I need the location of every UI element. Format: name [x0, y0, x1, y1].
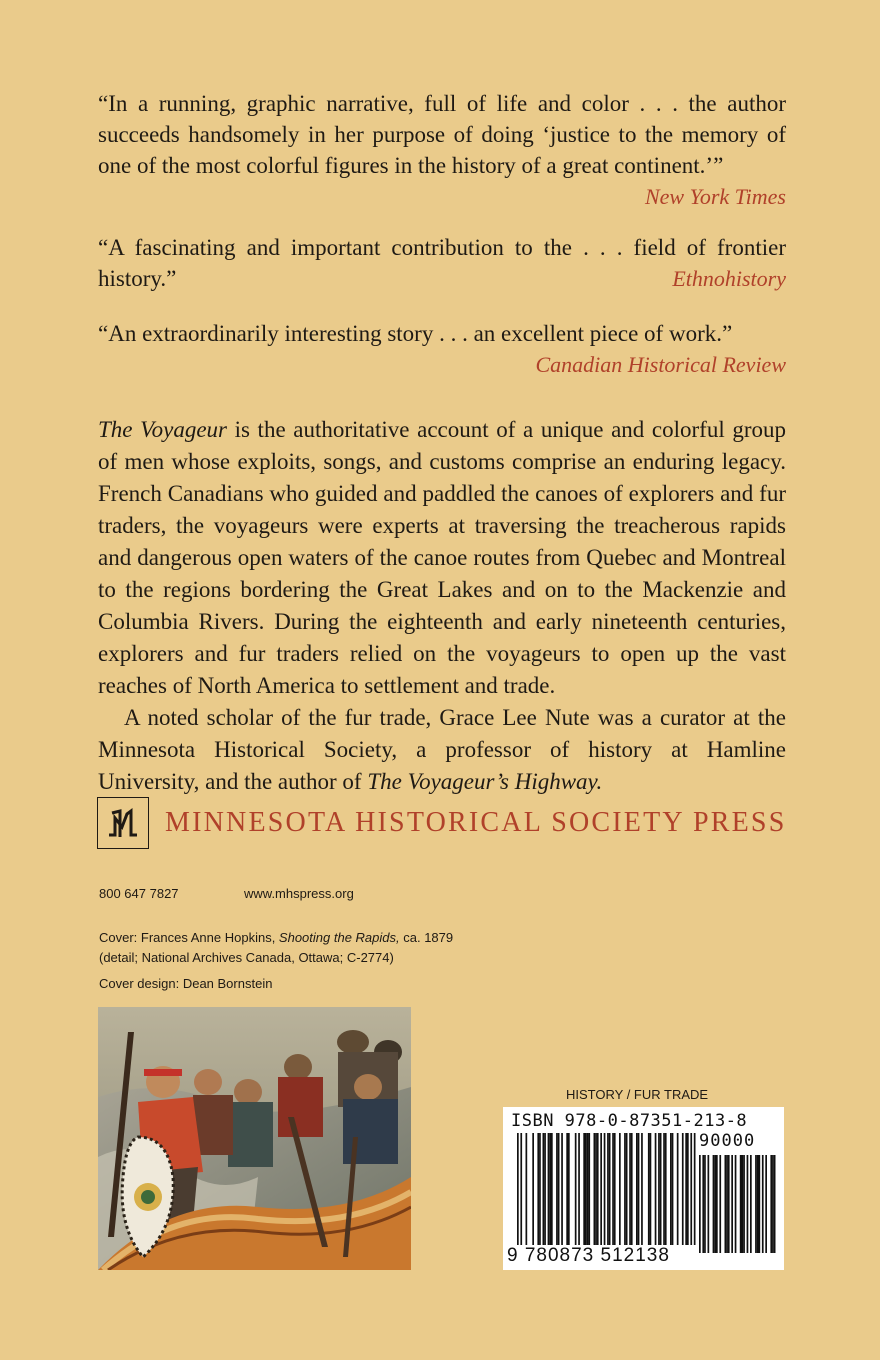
barcode-bar: [687, 1133, 689, 1245]
barcode-bar: [624, 1133, 626, 1245]
barcode-bar: [609, 1133, 611, 1245]
barcode-bar: [548, 1133, 550, 1245]
price-barcode-bar: [770, 1155, 772, 1253]
barcode-bar: [663, 1133, 665, 1245]
barcode-bar: [520, 1133, 522, 1245]
barcode-bar: [587, 1133, 589, 1245]
author-bio-paragraph: [98, 702, 786, 798]
price-barcode-bar: [774, 1155, 776, 1253]
price-barcode-bar: [719, 1155, 721, 1253]
price-barcode-bar: [699, 1155, 701, 1253]
barcode-bar: [694, 1133, 696, 1245]
barcode-bar: [607, 1133, 609, 1245]
barcode-bar: [583, 1133, 585, 1245]
press-logo-icon: [97, 797, 149, 849]
related-book-title: The Voyageur’s Highway.: [367, 769, 603, 794]
barcode-bar: [641, 1133, 643, 1245]
cover-credit-line: [99, 928, 453, 948]
price-barcode-bar: [750, 1155, 752, 1253]
barcode-bar: [543, 1133, 545, 1245]
barcode-bar: [556, 1133, 558, 1245]
price-barcode-bar: [755, 1155, 757, 1253]
barcode-bar: [658, 1133, 660, 1245]
barcode-bar: [595, 1133, 597, 1245]
price-barcode-bar: [772, 1155, 774, 1253]
barcode-bar: [636, 1133, 638, 1245]
price-barcode-bar: [740, 1155, 742, 1253]
barcode-bar: [517, 1133, 519, 1245]
review-quote: “A fascinating and important contribution to the . . . field of frontier history.”: [98, 235, 786, 291]
barcode-bar: [685, 1133, 687, 1245]
barcode-bar: [600, 1133, 602, 1245]
barcode-bar: [638, 1133, 640, 1245]
price-barcode-bar: [731, 1155, 733, 1253]
press-contact: [99, 884, 354, 904]
barcode-bar: [612, 1133, 614, 1245]
review-source: Ethnohistory: [672, 266, 786, 291]
price-barcode-bar: [735, 1155, 737, 1253]
price-barcode-bar: [725, 1155, 727, 1253]
cover-credit: [99, 928, 453, 968]
barcode-bar: [629, 1133, 631, 1245]
painting-illustration: [98, 1007, 411, 1270]
barcode-bar: [585, 1133, 587, 1245]
review-new-york-times: [98, 88, 786, 212]
price-barcode-bar: [708, 1155, 710, 1253]
review-quote: “In a running, graphic narrative, full of life and color . . . the author succeeds handsomely in her purpose of doing ‘justice to the memory of one of the most colorful figures in the history of a great continent.’”: [98, 91, 786, 178]
price-barcode-bar: [743, 1155, 745, 1253]
price-barcode-bar: [704, 1155, 706, 1253]
barcode-bar: [672, 1133, 674, 1245]
barcode-bar: [677, 1133, 679, 1245]
press-name: MINNESOTA HISTORICAL SOCIETY PRESS: [165, 807, 787, 838]
price-barcode-bar: [728, 1155, 730, 1253]
cover-credit-prefix: Cover: Frances Anne Hopkins,: [99, 930, 279, 945]
barcode-bar: [575, 1133, 577, 1245]
barcode-bar: [566, 1133, 568, 1245]
isbn-barcode: [503, 1107, 784, 1270]
barcode-bar: [578, 1133, 580, 1245]
price-barcode-bar: [765, 1155, 767, 1253]
price-barcode-bar: [757, 1155, 759, 1253]
barcode-bar: [537, 1133, 539, 1245]
category-label: HISTORY / FUR TRADE: [566, 1087, 709, 1102]
press-website-link[interactable]: www.mhspress.org: [244, 886, 354, 901]
barcode-bar: [682, 1133, 684, 1245]
isbn-number: ISBN 978-0-87351-213-8: [511, 1111, 748, 1131]
barcode-bar: [648, 1133, 650, 1245]
price-barcode-bar: [762, 1155, 764, 1253]
book-description: [98, 414, 786, 798]
painting-title: Shooting the Rapids,: [278, 930, 400, 945]
cover-credit-source: (detail; National Archives Canada, Ottawa; C-2774): [99, 950, 394, 965]
barcode-bar: [626, 1133, 628, 1245]
review-source: Canadian Historical Review: [535, 352, 786, 377]
description-paragraph: [98, 414, 786, 702]
price-code: 90000: [699, 1131, 756, 1151]
barcode-bar: [650, 1133, 652, 1245]
barcode-bar: [597, 1133, 599, 1245]
barcode-bar: [594, 1133, 596, 1245]
barcode-bar: [614, 1133, 616, 1245]
book-title: The Voyageur: [98, 417, 227, 442]
barcode-bar: [655, 1133, 657, 1245]
barcode-bar: [561, 1133, 563, 1245]
barcode-bar: [558, 1133, 560, 1245]
ean-digits: 9 780873 512138: [507, 1245, 670, 1266]
review-ethnohistory: [98, 232, 786, 294]
price-barcode-bar: [716, 1155, 718, 1253]
cover-design-credit: Cover design: Dean Bornstein: [99, 976, 273, 991]
barcode-bar: [588, 1133, 590, 1245]
barcode-bar: [539, 1133, 541, 1245]
barcode-bar: [549, 1133, 551, 1245]
barcode-bar: [670, 1133, 672, 1245]
barcode-bar: [665, 1133, 667, 1245]
author-bio-text: A noted scholar of the fur trade, Grace Lee Nute was a curator at the Minnesota Historical Society, a professor of history at Hamline University, and the author of: [98, 705, 786, 794]
press-phone: 800 647 7827: [99, 886, 179, 901]
barcode-bar: [631, 1133, 633, 1245]
barcode-bar: [532, 1133, 534, 1245]
barcode-bar: [568, 1133, 570, 1245]
price-barcode-bar: [759, 1155, 761, 1253]
review-canadian-historical-review: [98, 318, 786, 380]
price-barcode-bar: [702, 1155, 704, 1253]
price-barcode-bar: [726, 1155, 728, 1253]
price-barcode-bar: [714, 1155, 716, 1253]
barcode-bar: [551, 1133, 553, 1245]
barcode-bar: [619, 1133, 621, 1245]
price-barcode-bar: [713, 1155, 715, 1253]
cover-painting-image: [98, 1007, 411, 1270]
cover-credit-date: ca. 1879: [399, 930, 454, 945]
barcode-bar: [604, 1133, 606, 1245]
barcode-bar: [526, 1133, 528, 1245]
barcode-bar: [544, 1133, 546, 1245]
price-barcode-bar: [747, 1155, 749, 1253]
barcode-bar: [690, 1133, 692, 1245]
price-barcode-bar: [742, 1155, 744, 1253]
review-quote: “An extraordinarily interesting story . . . an excellent piece of work.”: [98, 321, 733, 346]
logo-mark-icon: [101, 801, 145, 845]
barcode-bar: [660, 1133, 662, 1245]
review-source: New York Times: [644, 184, 786, 209]
description-text: is the authoritative account of a unique and colorful group of men whose exploits, songs, and customs comprise an enduring legacy. French Canadians who guided and paddled the canoes of explorers and fur traders, the voyageurs were experts at traversing the treacherous rapids and dangerous open waters of the canoe routes from Quebec and Montreal to the regions bordering the Great Lakes and on to the Mackenzie and Columbia Rivers. During the eighteenth and early nineteenth centuries, explorers and fur traders relied on the voyageurs to open up the vast reaches of North America to settlement and trade.: [98, 417, 786, 698]
